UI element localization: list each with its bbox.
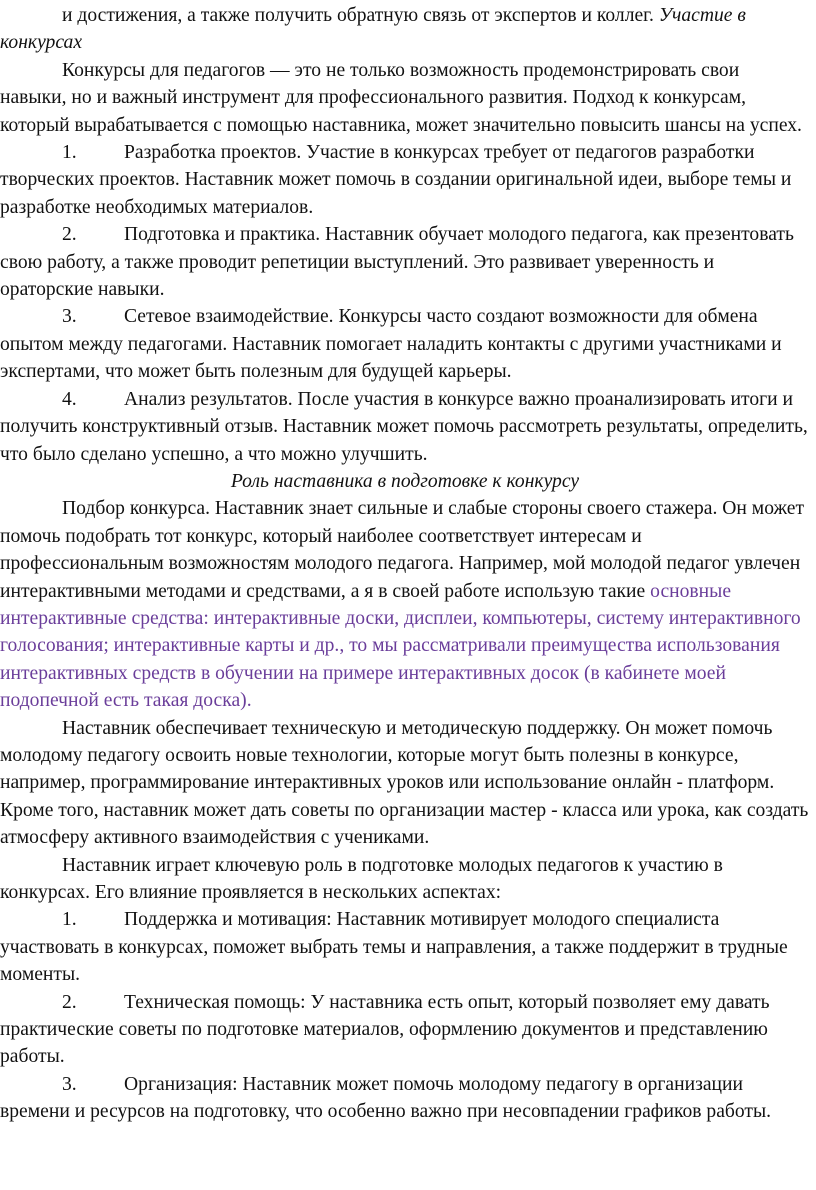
list-number: 2. <box>62 224 77 246</box>
list-item-text: Сетевое взаимодействие. Конкурсы часто создают возможности для обмена опытом между педагогами. Наставник помогает наладить контакты с другими участниками и экспертами, что может быть полезным для будущей карьеры. <box>0 306 782 383</box>
intro-text: и достижения, а также получить обратную связь от экспертов и коллег. <box>62 5 654 26</box>
list-item <box>0 139 810 221</box>
list-item <box>0 303 810 385</box>
selection-paragraph <box>0 495 810 714</box>
list-item-text: Техническая помощь: У наставника есть опыт, который позволяет ему давать практические советы по подготовке материалов, оформлению документов и представлению работы. <box>0 991 770 1068</box>
highlighted-text: основные интерактивные средства: интерактивные доски, дисплеи, компьютеры, систему интерактивного голосования; интерактивные карты и др., то мы рассматривали преимущества использования интерактивных средств в обучении на примере интерактивных досок (в кабинете моей подопечной есть такая доска). <box>0 580 801 712</box>
section-heading-participation: Участие в конкурсах <box>0 5 746 54</box>
list-item <box>0 221 810 303</box>
list-item-text: Организация: Наставник может помочь молодому педагогу в организации времени и ресурсов на подготовку, что особенно важно при несовпадении графиков работы. <box>0 1073 772 1123</box>
list-item <box>0 989 810 1071</box>
list-number: 2. <box>62 991 77 1013</box>
list-number: 3. <box>62 1073 77 1095</box>
list-item <box>0 386 810 468</box>
list-number: 4. <box>62 388 77 410</box>
document-page <box>0 2 810 1126</box>
list-item-text: Подготовка и практика. Наставник обучает молодого педагога, как презентовать свою работу, а также проводит репетиции выступлений. Это развивает уверенность и ораторские навыки. <box>0 224 794 301</box>
list-item-text: Разработка проектов. Участие в конкурсах требует от педагогов разработки творческих проектов. Наставник может помочь в создании оригинальной идеи, выборе темы и разработке необходимых материалов. <box>0 142 792 218</box>
mentor-aspects-list <box>0 906 810 1125</box>
competitions-paragraph: Конкурсы для педагогов — это не только возможность продемонстрировать свои навыки, но и важный инструмент для профессионального развития. Подход к конкурсам, который вырабатывается с помощью наставника, может значительно повысить шансы на успех. <box>0 59 802 136</box>
competition-steps-list <box>0 139 810 468</box>
list-item <box>0 1071 810 1126</box>
list-item-text: Анализ результатов. После участия в конкурсе важно проанализировать итоги и получить конструктивный отзыв. Наставник может помочь рассмотреть результаты, определить, что было сделано успешно, а что можно улучшить. <box>0 388 808 465</box>
support-paragraph: Наставник обеспечивает техническую и методическую поддержку. Он может помочь молодому педагогу освоить новые технологии, которые могут быть полезны в конкурсе, например, программирование интерактивных уроков или использование онлайн - платформ. Кроме того, наставник может дать советы по организации мастер - класса или урока, как создать атмосферу активного взаимодействия с учениками. <box>0 717 809 849</box>
list-number: 1. <box>62 909 77 931</box>
selection-text: Подбор конкурса. Наставник знает сильные и слабые стороны своего стажера. Он может помочь подобрать тот конкурс, который наиболее соответствует интересам и профессиональным возможностям молодого педагога. Например, мой молодой педагог увлечен интерактивными методами и средствами, а я в своей работе использую такие <box>0 498 805 602</box>
intro-paragraph <box>0 2 810 57</box>
list-number: 1. <box>62 142 77 164</box>
list-number: 3. <box>62 306 77 328</box>
role-paragraph: Наставник играет ключевую роль в подготовке молодых педагогов к участию в конкурсах. Его влияние проявляется в нескольких аспектах: <box>0 854 723 903</box>
list-item <box>0 906 810 988</box>
list-item-text: Поддержка и мотивация: Наставник мотивирует молодого специалиста участвовать в конкурсах, поможет выбрать темы и направления, а также поддержит в трудные моменты. <box>0 909 788 986</box>
section-heading-mentor-role: Роль наставника в подготовке к конкурсу <box>230 470 580 492</box>
